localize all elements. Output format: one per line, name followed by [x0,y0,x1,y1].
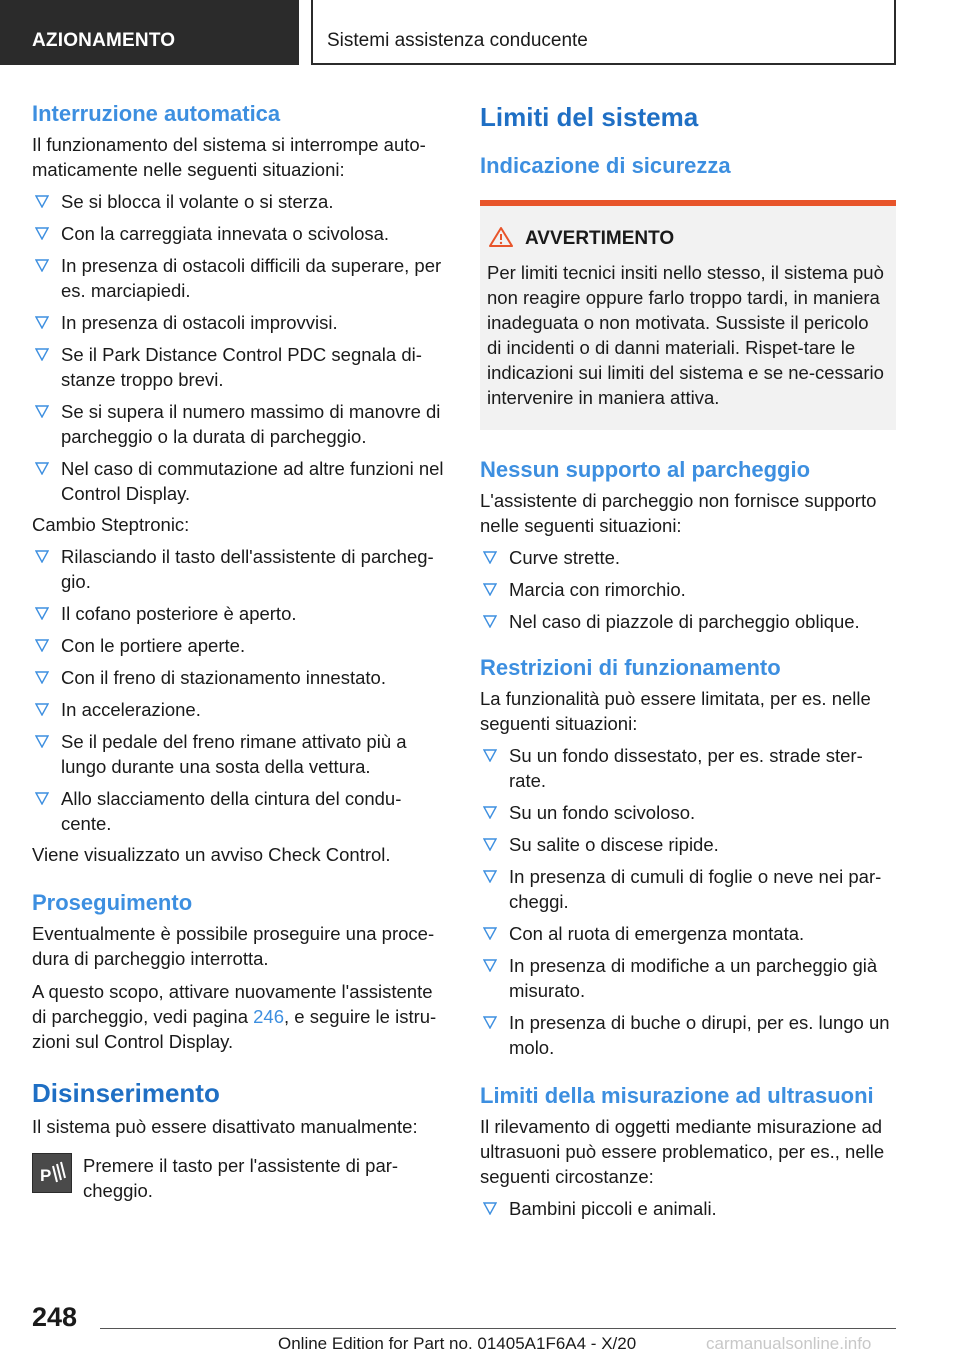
list-item: Con il freno di stazionamento innestato. [32,665,450,690]
list-item: Se si blocca il volante o si sterza. [32,189,450,214]
triangle-bullet-icon [35,259,49,272]
triangle-bullet-icon [35,735,49,748]
park-assist-button-icon [32,1153,72,1193]
header-section-title: AZIONAMENTO [32,30,176,51]
list-item: Bambini piccoli e animali. [480,1196,896,1221]
right-column [480,100,896,1221]
list-item: Con le portiere aperte. [32,633,450,658]
triangle-bullet-icon [483,870,497,883]
heading-restrizioni: Restrizioni di funzionamento [480,655,781,680]
check-control-note: Viene visualizzato un avviso Check Control. [32,844,391,865]
heading-nessun-supporto: Nessun supporto al parcheggio [480,457,811,482]
triangle-bullet-icon [35,348,49,361]
misurazione-intro: Il rilevamento di oggetti mediante misurazione ad ultrasuoni può essere problematico, per es., nelle seguenti circostanze: [480,1116,885,1187]
warning-box [480,200,896,430]
list-item: Con al ruota di emergenza montata. [480,921,896,946]
list-item: Con la carreggiata innevata o scivolosa. [32,221,450,246]
header-chapter-box [311,0,896,65]
disinserimento-intro: Il sistema può essere disattivato manualmente: [32,1116,418,1137]
triangle-bullet-icon [483,583,497,596]
triangle-bullet-icon [35,550,49,563]
footer-divider [100,1328,896,1329]
triangle-bullet-icon [35,607,49,620]
list-item: Nel caso di piazzole di parcheggio oblique. [480,609,896,634]
button-instruction-text: Premere il tasto per l'assistente di par-cheggio. [83,1155,399,1201]
heading-indicazione-sicurezza: Indicazione di sicurezza [480,153,731,178]
list-item: Su un fondo scivoloso. [480,800,896,825]
list-item: Allo slacciamento della cintura del condu-cente. [32,786,450,836]
list-item: In presenza di ostacoli improvvisi. [32,310,450,335]
proseguimento-p2: A questo scopo, attivare nuovamente l'assistente di parcheggio, vedi pagina 246, e seguire le istru-zioni sul Control Display. [32,981,437,1052]
list-item: Su un fondo dissestato, per es. strade ster-rate. [480,743,896,793]
warning-title: AVVERTIMENTO [487,226,888,252]
list-item: Su salite o discese ripide. [480,832,896,857]
triangle-bullet-icon [483,838,497,851]
list-item: Il cofano posteriore è aperto. [32,601,450,626]
header-section-tab [0,0,299,65]
interruzione-list [32,189,450,506]
list-item: Se si supera il numero massimo di manovre di parcheggio o la durata di parcheggio. [32,399,450,449]
list-item: In presenza di modifiche a un parcheggio già misurato. [480,953,896,1003]
list-item: Se il Park Distance Control PDC segnala di-stanze troppo brevi. [32,342,450,392]
misurazione-list [480,1196,896,1221]
nessun-supporto-list [480,545,896,634]
list-item: Nel caso di commutazione ad altre funzioni nel Control Display. [32,456,450,506]
triangle-bullet-icon [483,615,497,628]
left-column [32,100,450,1205]
list-item: In accelerazione. [32,697,450,722]
triangle-bullet-icon [35,703,49,716]
restrizioni-list [480,743,896,1060]
triangle-bullet-icon [483,749,497,762]
triangle-bullet-icon [35,405,49,418]
triangle-bullet-icon [35,462,49,475]
triangle-bullet-icon [483,1202,497,1215]
watermark: carmanualsonline.info [706,1334,872,1353]
warning-text: Per limiti tecnici insiti nello stesso, il sistema può non reagire oppure farlo troppo tardi, in maniera inadeguata o non motivata. Sussiste il pericolo di incidenti o di danni materiali. Rispet-tare le indicazioni sui limiti del sistema e se ne-cessario intervenire in maniera attiva. [487,262,884,408]
triangle-bullet-icon [483,1016,497,1029]
triangle-bullet-icon [35,195,49,208]
heading-proseguimento: Proseguimento [32,890,193,915]
nessun-supporto-intro: L'assistente di parcheggio non fornisce supporto nelle seguenti situazioni: [480,490,877,536]
page-number: 248 [32,1302,78,1332]
triangle-bullet-icon [483,806,497,819]
triangle-bullet-icon [483,927,497,940]
list-item: Se il pedale del freno rimane attivato più a lungo durante una sosta della vettura. [32,729,450,779]
triangle-bullet-icon [483,959,497,972]
page-link-246[interactable]: 246 [253,1006,285,1027]
list-item: In presenza di cumuli di foglie o neve nei par-cheggi. [480,864,896,914]
triangle-bullet-icon [35,639,49,652]
triangle-bullet-icon [483,551,497,564]
list-item: Marcia con rimorchio. [480,577,896,602]
list-item: In presenza di ostacoli difficili da superare, per es. marciapiedi. [32,253,450,303]
proseguimento-p1: Eventualmente è possibile proseguire una proce-dura di parcheggio interrotta. [32,923,435,969]
heading-limiti-sistema: Limiti del sistema [480,102,699,132]
steptronic-label: Cambio Steptronic: [32,514,190,535]
triangle-bullet-icon [35,792,49,805]
svg-text:P: P [40,1166,52,1185]
heading-interruzione: Interruzione automatica [32,101,281,126]
triangle-bullet-icon [35,316,49,329]
list-item: Rilasciando il tasto dell'assistente di parcheg-gio. [32,544,450,594]
list-item: In presenza di buche o dirupi, per es. lungo un molo. [480,1010,896,1060]
heading-disinserimento: Disinserimento [32,1078,220,1108]
restrizioni-intro: La funzionalità può essere limitata, per es. nelle seguenti situazioni: [480,688,871,734]
header-chapter-title: Sistemi assistenza conducente [327,30,588,51]
interruzione-intro: Il funzionamento del sistema si interrompe auto-maticamente nelle seguenti situazioni: [32,134,426,180]
button-instruction [32,1153,450,1205]
triangle-bullet-icon [35,227,49,240]
edition-note: Online Edition for Part no. 01405A1F6A4 - X/20 [278,1334,637,1353]
heading-misurazione-ultrasuoni: Limiti della misurazione ad ultrasuoni [480,1083,874,1108]
list-item: Curve strette. [480,545,896,570]
triangle-bullet-icon [35,671,49,684]
steptronic-list [32,544,450,836]
warning-triangle-icon [488,226,514,248]
